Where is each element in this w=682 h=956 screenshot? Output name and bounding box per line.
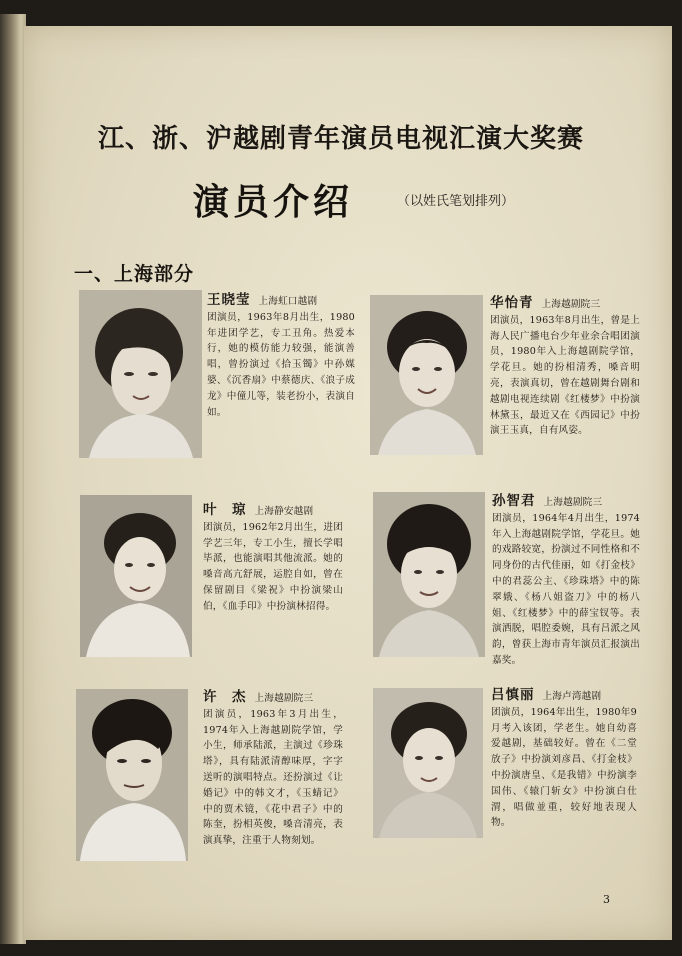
actor-troupe: 上海卢湾越剧 (542, 691, 602, 702)
actor-bio-text: 团演员，1963年3月出生，1974年入上海越剧院学馆，学小生，师承陆派，主演过《珍珠塔》，具有陆派清醇味厚，字字送听的演唱特点。还扮演过《让婚记》中的韩文才，《玉蜻记》中的贾术镜，《花中君子》中的陈奎，扮相英俊，嗓音清亮，表演真挚，注重于人物刻划。 (203, 708, 343, 847)
ordering-note: （以姓氏笔划排列） (397, 194, 515, 209)
actor-troupe: 上海越剧院三 (541, 299, 601, 310)
portrait-image (79, 290, 202, 458)
portrait-photo (373, 492, 485, 657)
actor-name: 吕慎丽 (491, 687, 535, 703)
actor-name: 许 杰 (203, 689, 247, 705)
portrait-photo (76, 689, 188, 861)
portrait-photo (373, 688, 483, 838)
page-title: 江、浙、沪越剧青年演员电视汇演大奖赛 (97, 124, 584, 154)
actor-bio (492, 494, 640, 669)
actor-troupe: 上海越剧院三 (543, 497, 603, 508)
actor-bio-text: 团演员，1962年2月出生，进团学艺三年，专工小生，擅长学唱毕派，也能演唱其他流派。她的嗓音高亢舒展，运腔自如，曾在保留剧目《梁祝》中扮演梁山伯，《血手印》中扮演林招得。 (203, 521, 343, 612)
actor-bio (203, 690, 343, 849)
portrait-photo (79, 290, 202, 458)
actor-bio-text: 团演员，1964年4月出生，1974年入上海越剧院学馆，学花旦。她的戏路较宽，扮演过不同性格和不同身份的古代佳丽，如《打金枝》中的君蕊公主、《珍珠塔》中的陈翠娥、《杨八姐盗刀》中的杨八姐、《红楼梦》中的薛宝钗等。表演洒脱，唱腔委婉，具有吕派之风韵，曾获上海市青年演员汇报演出嘉奖。 (492, 512, 640, 666)
actor-bio (207, 293, 355, 420)
actor-bio (490, 296, 640, 439)
actor-name: 王晓莹 (207, 292, 251, 308)
actor-bio-text: 团演员，1963年8月出生，1980年进团学艺，专工丑角。热爱本行，她的模仿能力较强，能演善唱，曾扮演过《拾玉镯》中孙媒婆、《沉香扇》中蔡德庆、《浪子成龙》中僮儿等，装老扮小，表演自如。 (207, 311, 355, 418)
portrait-photo (80, 495, 192, 657)
portrait-image (373, 688, 483, 838)
portrait-image (76, 689, 188, 861)
actor-name: 孙智君 (492, 493, 536, 509)
actor-bio (491, 688, 637, 831)
page-subtitle: 演员介绍 (193, 182, 354, 223)
actor-troupe: 上海虹口越剧 (258, 296, 318, 307)
portrait-image (370, 295, 483, 455)
portrait-image (373, 492, 485, 657)
portrait-image (80, 495, 192, 657)
actor-bio-text: 团演员，1964年出生，1980年9月考入该团，学老生。她自幼喜爱越剧，基础较好。曾在《二堂放子》中扮演刘彦昌、《打金枝》中扮演唐皇、《是我错》中扮演李国伟、《辕门斩女》中扮演白仕渭，唱做並重，较好地表现人物。 (491, 706, 637, 829)
portrait-photo (370, 295, 483, 455)
section-heading: 一、上海部分 (74, 263, 195, 285)
actor-bio-text: 团演员，1963年8月出生，曾是上海人民广播电台少年业余合唱团演员，1980年入上海越剧院学馆，学花旦。她的扮相清秀，嗓音明亮，表演真切，曾在越剧舞台剧和越剧电视连续剧《红楼梦》中扮演林黛玉，最近又在《西园记》中扮演王玉真，自有风姿。 (490, 314, 640, 437)
actor-bio (203, 503, 343, 615)
actor-name: 华怡青 (490, 295, 534, 311)
actor-troupe: 上海越剧院三 (254, 693, 314, 704)
actor-troupe: 上海静安越剧 (254, 506, 314, 517)
actor-name: 叶 琼 (203, 502, 247, 518)
page-number: 3 (603, 893, 610, 906)
